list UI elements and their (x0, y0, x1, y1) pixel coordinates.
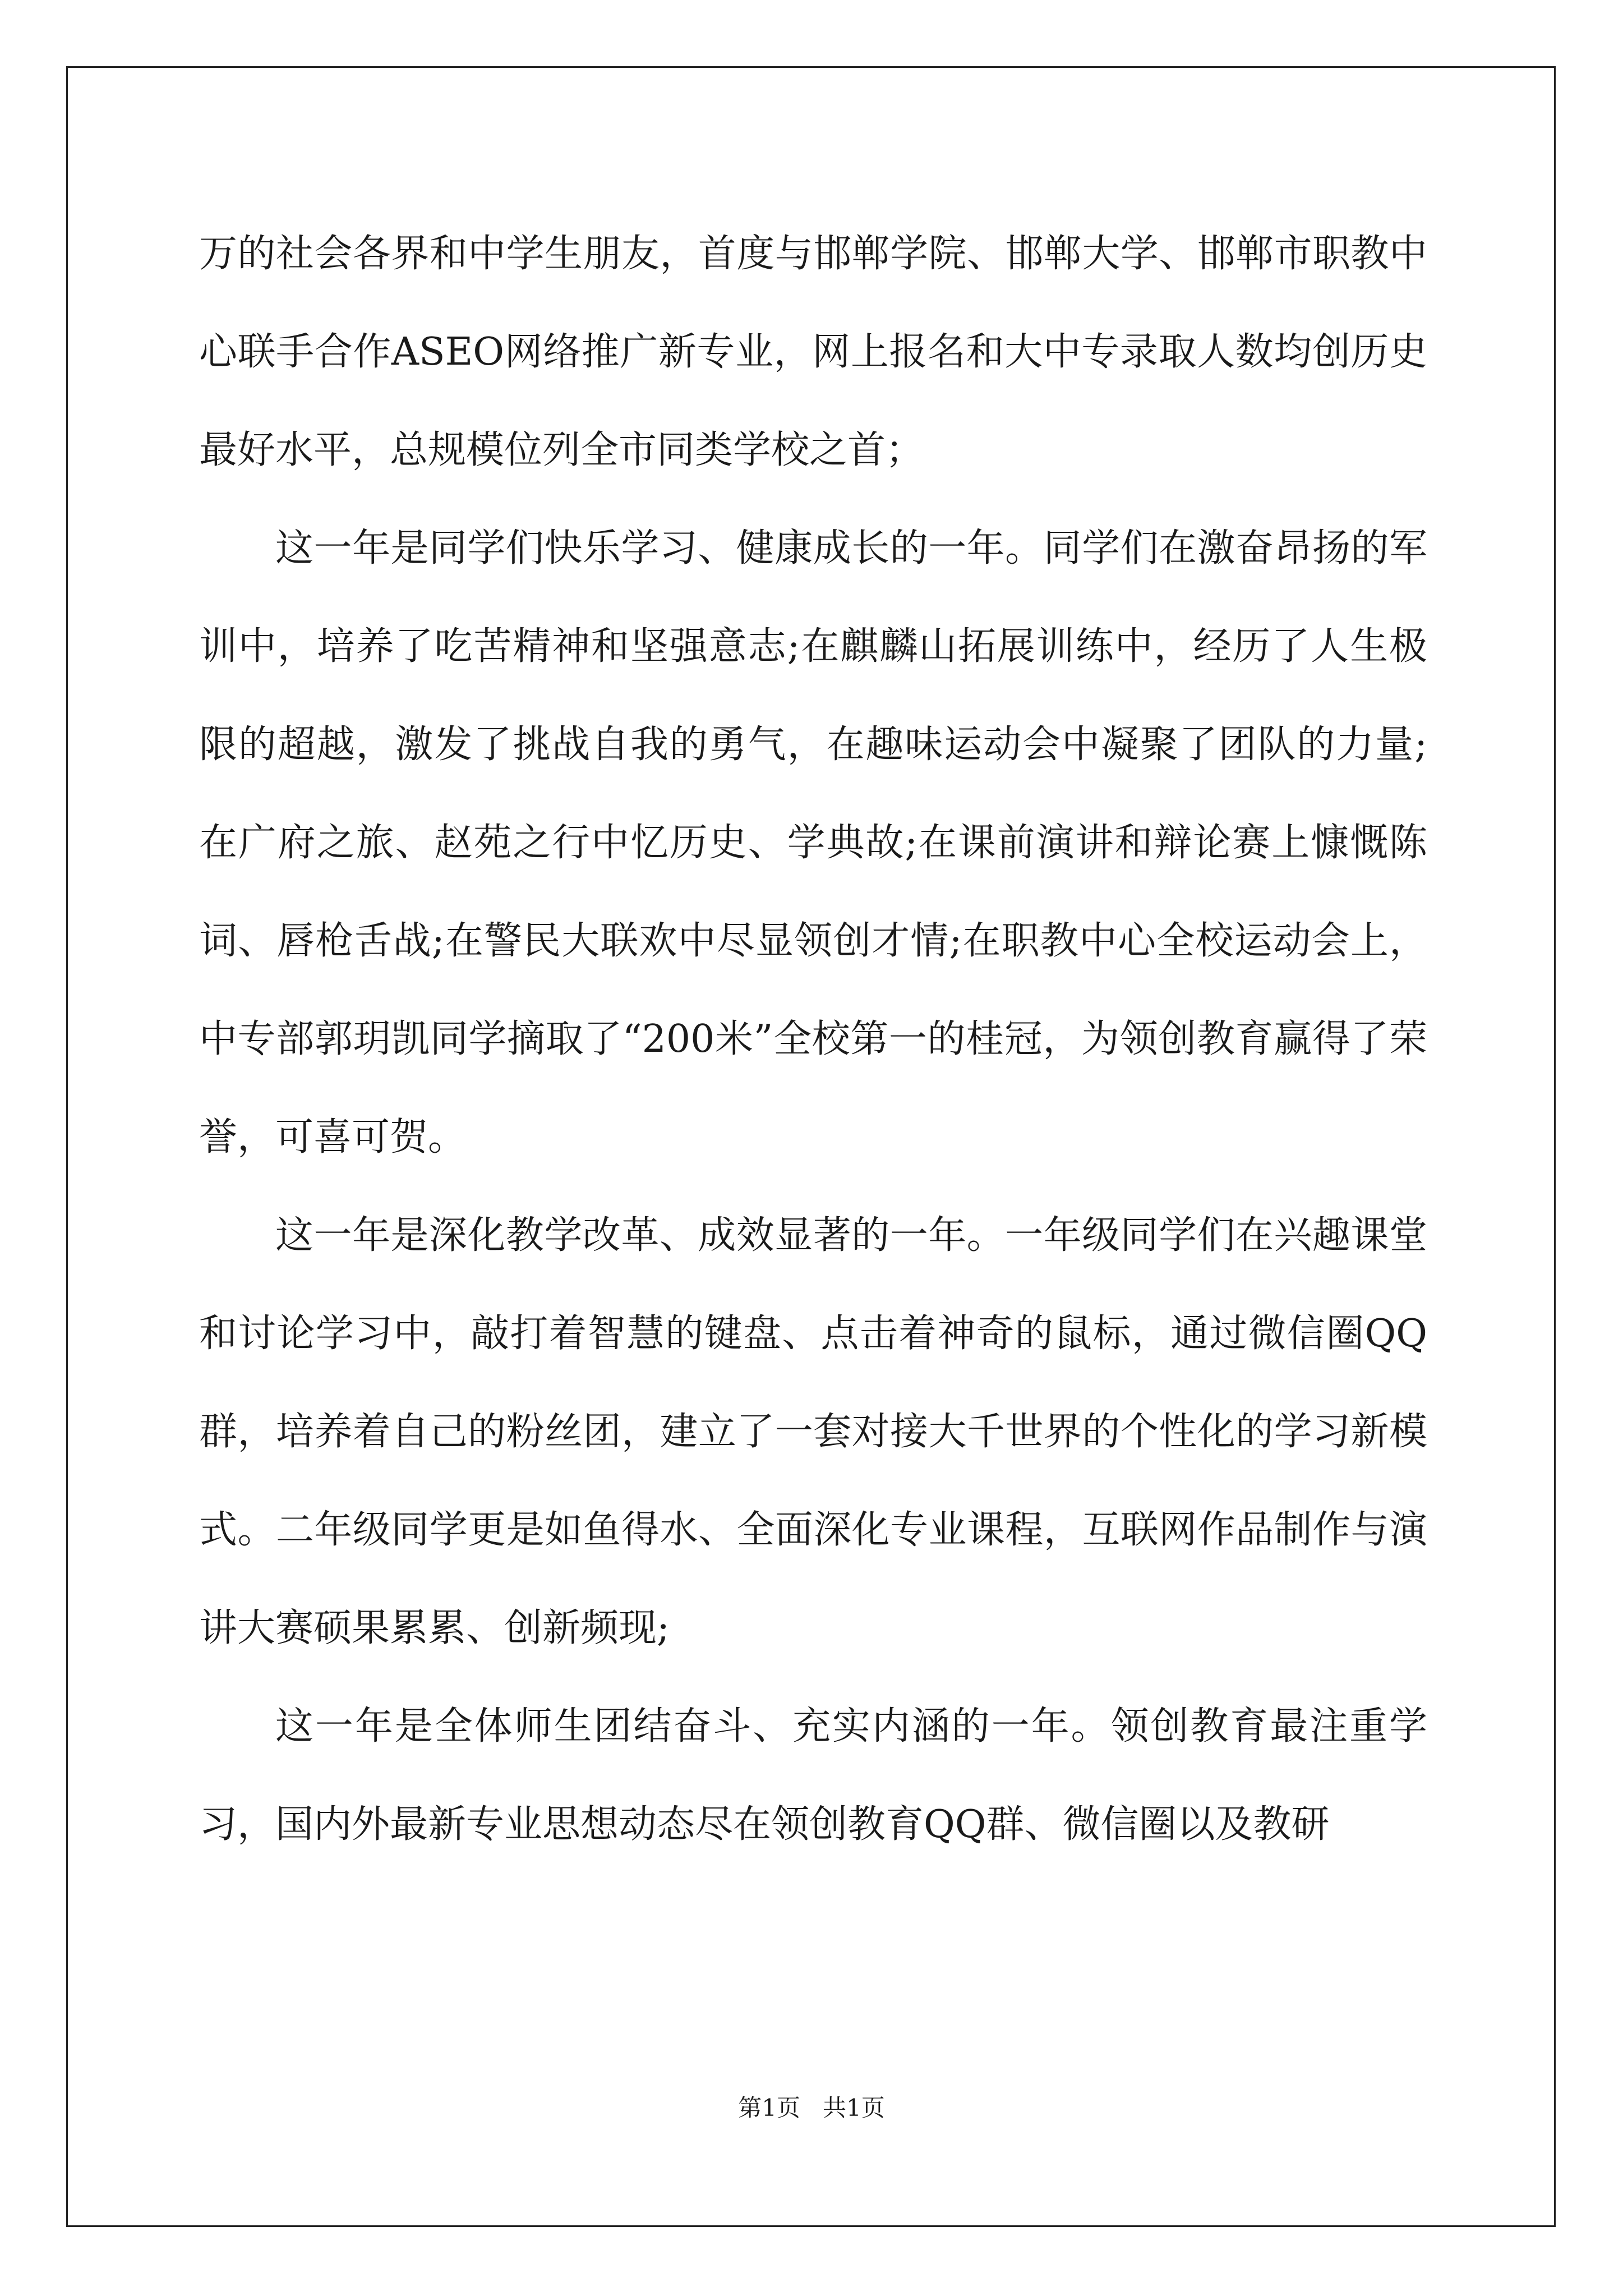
paragraph-4: 这一年是全体师生团结奋斗、充实内涵的一年。领创教育最注重学习，国内外最新专业思想动态尽在领创教育QQ群、微信圈以及教研 (199, 1704, 1427, 1847)
document-body (199, 205, 1427, 1874)
paragraph-1: 万的社会各界和中学生朋友，首度与邯郸学院、邯郸大学、邯郸市职教中心联手合作ASEO网络推广新专业，网上报名和大中专录取人数均创历史最好水平，总规模位列全市同类学校之首； (199, 232, 1427, 472)
page-number-footer: 第1页 共1页 (738, 2094, 885, 2122)
paragraph-2: 这一年是同学们快乐学习、健康成长的一年。同学们在激奋昂扬的军训中，培养了吃苦精神和坚强意志;在麒麟山拓展训练中，经历了人生极限的超越，激发了挑战自我的勇气，在趣味运动会中凝聚了团队的力量;在广府之旅、赵苑之行中忆历史、学典故;在课前演讲和辩论赛上慷慨陈词、唇枪舌战;在警民大联欢中尽显领创才情;在职教中心全校运动会上，中专部郭玥凯同学摘取了“200米”全校第一的桂冠，为领创教育赢得了荣誉，可喜可贺。 (199, 526, 1427, 1159)
paragraph-3: 这一年是深化教学改革、成效显著的一年。一年级同学们在兴趣课堂和讨论学习中，敲打着智慧的键盘、点击着神奇的鼠标，通过微信圈QQ群，培养着自己的粉丝团，建立了一套对接大千世界的个性化的学习新模式。二年级同学更是如鱼得水、全面深化专业课程，互联网作品制作与演讲大赛硕果累累、创新频现; (199, 1213, 1427, 1650)
